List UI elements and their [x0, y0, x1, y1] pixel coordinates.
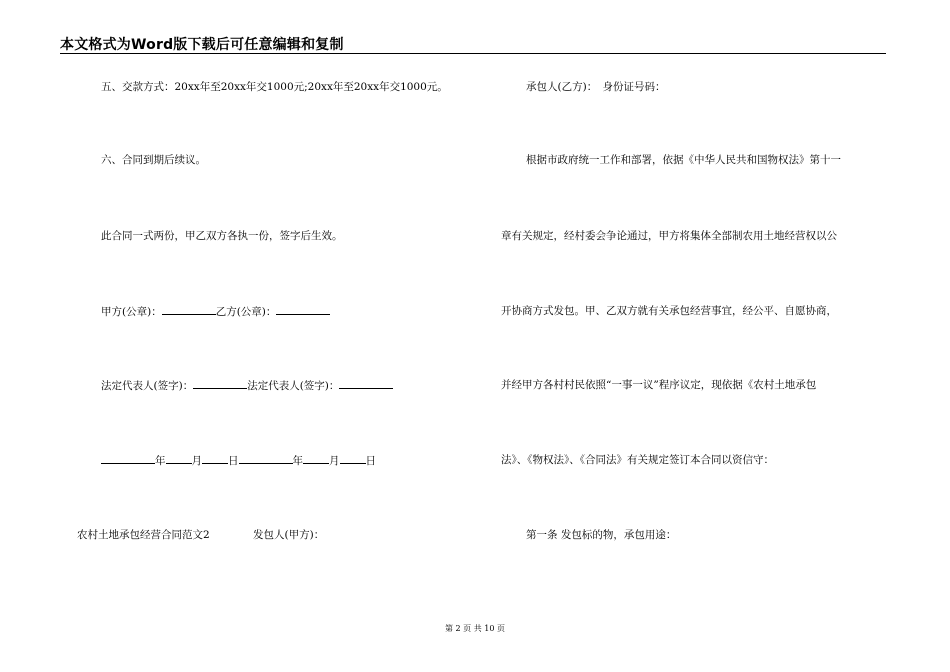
year-blank-b: [239, 453, 293, 464]
day-label-a: 日: [228, 455, 239, 467]
party-b-rep-blank: [339, 378, 393, 389]
party-b-seal-blank: [276, 304, 330, 315]
paragraph-line-5: 法》、《物权法》、《合同法》有关规定签订本合同以资信守：: [501, 454, 774, 466]
party-a-rep-label: 法定代表人(签字)：: [101, 380, 194, 392]
party-b-rep-label: 法定代表人(签字)：: [247, 380, 340, 392]
article-one-heading: 第一条 发包标的物，承包用途：: [526, 529, 677, 541]
seal-signature-line: [101, 304, 330, 319]
party-a-rep-blank: [193, 378, 247, 389]
month-blank-b: [303, 453, 329, 464]
day-label-b: 日: [365, 455, 376, 467]
paragraph-line-4: 并经甲方各村村民依照“一事一议”程序议定，现依据《农村土地承包: [501, 379, 817, 391]
contractor-a-label: 发包人(甲方)：: [253, 529, 325, 541]
year-blank-a: [101, 453, 155, 464]
party-a-seal-label: 甲方(公章)：: [101, 306, 162, 318]
month-label-b: 月: [329, 455, 340, 467]
date-line: [101, 453, 376, 468]
contractor-b-label: 承包人(乙方)： 身份证号码：: [526, 81, 666, 93]
year-label-a: 年: [155, 455, 166, 467]
page-number: 第 2 页 共 10 页: [445, 624, 505, 633]
payment-clause: 五、交款方式：20xx年至20xx年交1000元;20xx年至20xx年交1000元。: [101, 81, 448, 93]
day-blank-b: [340, 453, 366, 464]
party-b-seal-label: 乙方(公章)：: [215, 306, 277, 318]
day-blank-a: [202, 453, 228, 464]
month-label-a: 月: [191, 455, 202, 467]
paragraph-line-3: 开协商方式发包。甲、乙双方就有关承包经营事宜，经公平、自愿协商，: [501, 305, 837, 317]
header-title: 本文格式为Word版下载后可任意编辑和复制: [60, 37, 344, 53]
month-blank-a: [166, 453, 192, 464]
renewal-clause: 六、合同到期后续议。: [101, 154, 206, 166]
paragraph-line-1: 根据市政府统一工作和部署，依据《中华人民共和国物权法》第十一: [526, 154, 841, 166]
document-title: 农村土地承包经营合同范文2: [77, 529, 210, 541]
party-a-seal-blank: [162, 304, 216, 315]
page-header: [60, 31, 886, 54]
paragraph-line-2: 章有关规定，经村委会争论通过，甲方将集体全部制农用土地经营权以公: [501, 230, 837, 242]
copies-clause: 此合同一式两份，甲乙双方各执一份，签字后生效。: [101, 230, 343, 242]
representative-signature-line: [101, 378, 393, 393]
year-label-b: 年: [292, 455, 303, 467]
